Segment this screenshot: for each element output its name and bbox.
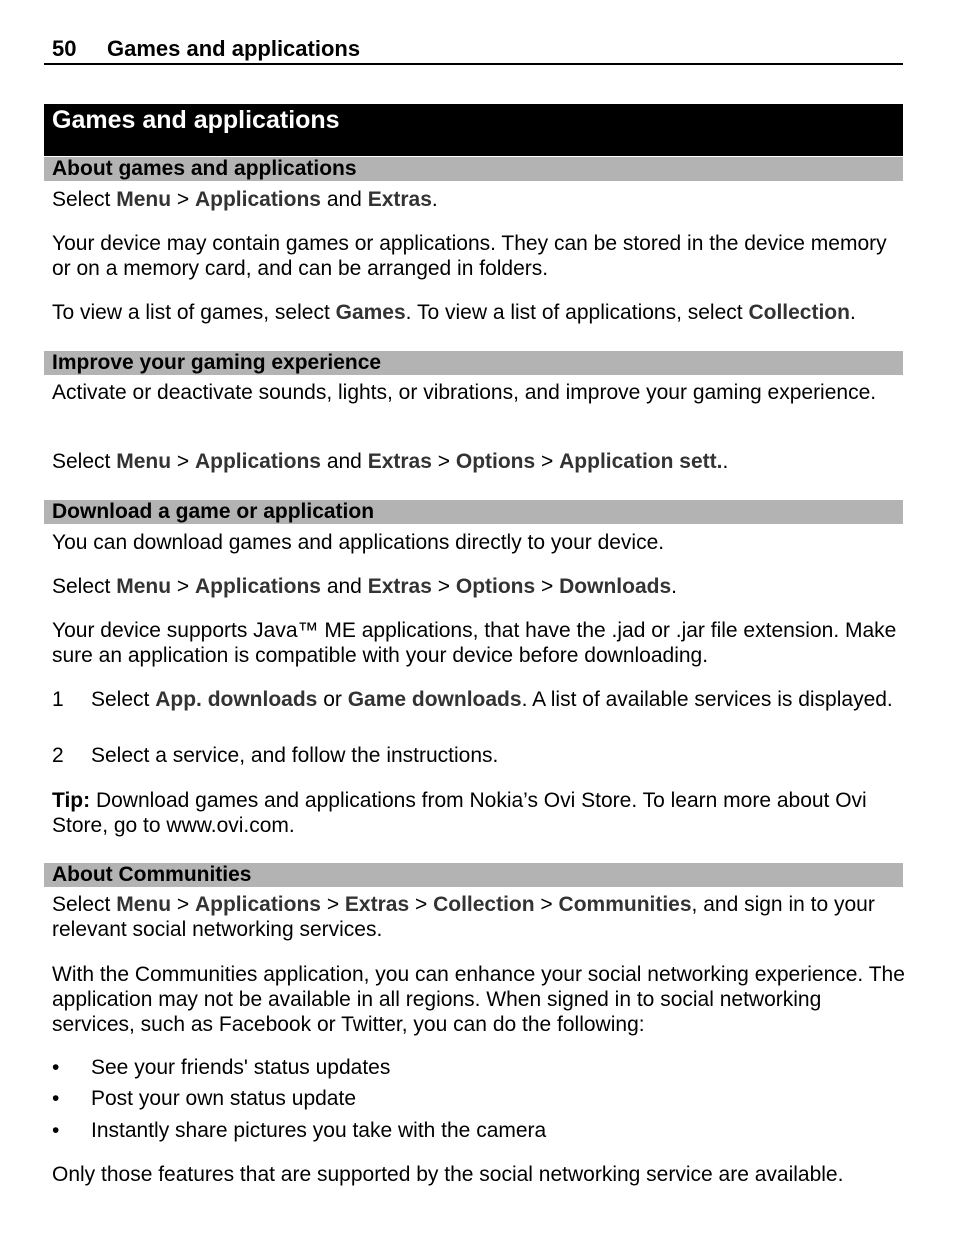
communities-paragraph: With the Communities application, you can enhance your social networking experience. The application may not be available in all regions. When signed in to social networking services, such as Facebook or Twitter, you can do the following: (52, 963, 905, 1036)
about-games-paragraph: Your device may contain games or applications. They can be stored in the device memory or on a memory card, and can be arranged in folders. (52, 232, 887, 280)
chapter-title: Games and applications (44, 104, 903, 156)
java-paragraph: Your device supports Java™ ME applications, that have the .jad or .jar file extension. Make sure an application is compatible with your device before downloading. (52, 619, 897, 667)
section-heading-improve: Improve your gaming experience (44, 351, 903, 375)
step-item: Select a service, and follow the instructions. (91, 744, 499, 767)
improve-paragraph: Activate or deactivate sounds, lights, or vibrations, and improve your gaming experience. (52, 381, 877, 404)
bullet-item: Post your own status update (91, 1087, 356, 1110)
bullet-marker: • (52, 1119, 60, 1142)
bullet-marker: • (52, 1087, 60, 1110)
download-menu-path: Select Menu > Applications and Extras > Options > Downloads. (52, 575, 677, 598)
download-intro: You can download games and applications directly to your device. (52, 531, 665, 554)
improve-menu-path: Select Menu > Applications and Extras > Options > Application sett.. (52, 450, 729, 473)
bullet-marker: • (52, 1056, 60, 1079)
tip-label: Tip: (52, 789, 91, 812)
communities-menu-path: Select Menu > Applications > Extras > Collection > Communities, and sign in to your relevant social networking services. (52, 893, 875, 941)
bullet-item: Instantly share pictures you take with the camera (91, 1119, 547, 1142)
collection-link: Collection (748, 301, 850, 324)
section-heading-download: Download a game or application (44, 500, 903, 524)
extras-link: Extras (367, 188, 432, 211)
bullet-item: See your friends' status updates (91, 1056, 391, 1079)
section-heading-communities: About Communities (44, 863, 903, 887)
about-games-view-paragraph: To view a list of games, select Games. To view a list of applications, select Collection. (52, 301, 856, 324)
menu-link: Menu (116, 188, 172, 211)
step-number: 2 (52, 744, 64, 767)
tip-paragraph: Tip: Download games and applications from Nokia’s Ovi Store. To learn more about Ovi Store, go to www.ovi.com. (52, 789, 867, 837)
about-games-menu-path: Select Menu > Applications and Extras. (52, 188, 438, 211)
applications-link: Applications (194, 188, 321, 211)
step-item: Select App. downloads or Game downloads. A list of available services is displayed. (91, 688, 893, 711)
page-number: 50 (52, 36, 77, 61)
running-header (44, 35, 903, 65)
step-number: 1 (52, 688, 64, 711)
section-heading-about-games: About games and applications (44, 157, 903, 181)
games-link: Games (335, 301, 406, 324)
running-title: Games and applications (107, 36, 361, 61)
communities-closing-paragraph: Only those features that are supported by the social networking service are available. (52, 1163, 844, 1186)
